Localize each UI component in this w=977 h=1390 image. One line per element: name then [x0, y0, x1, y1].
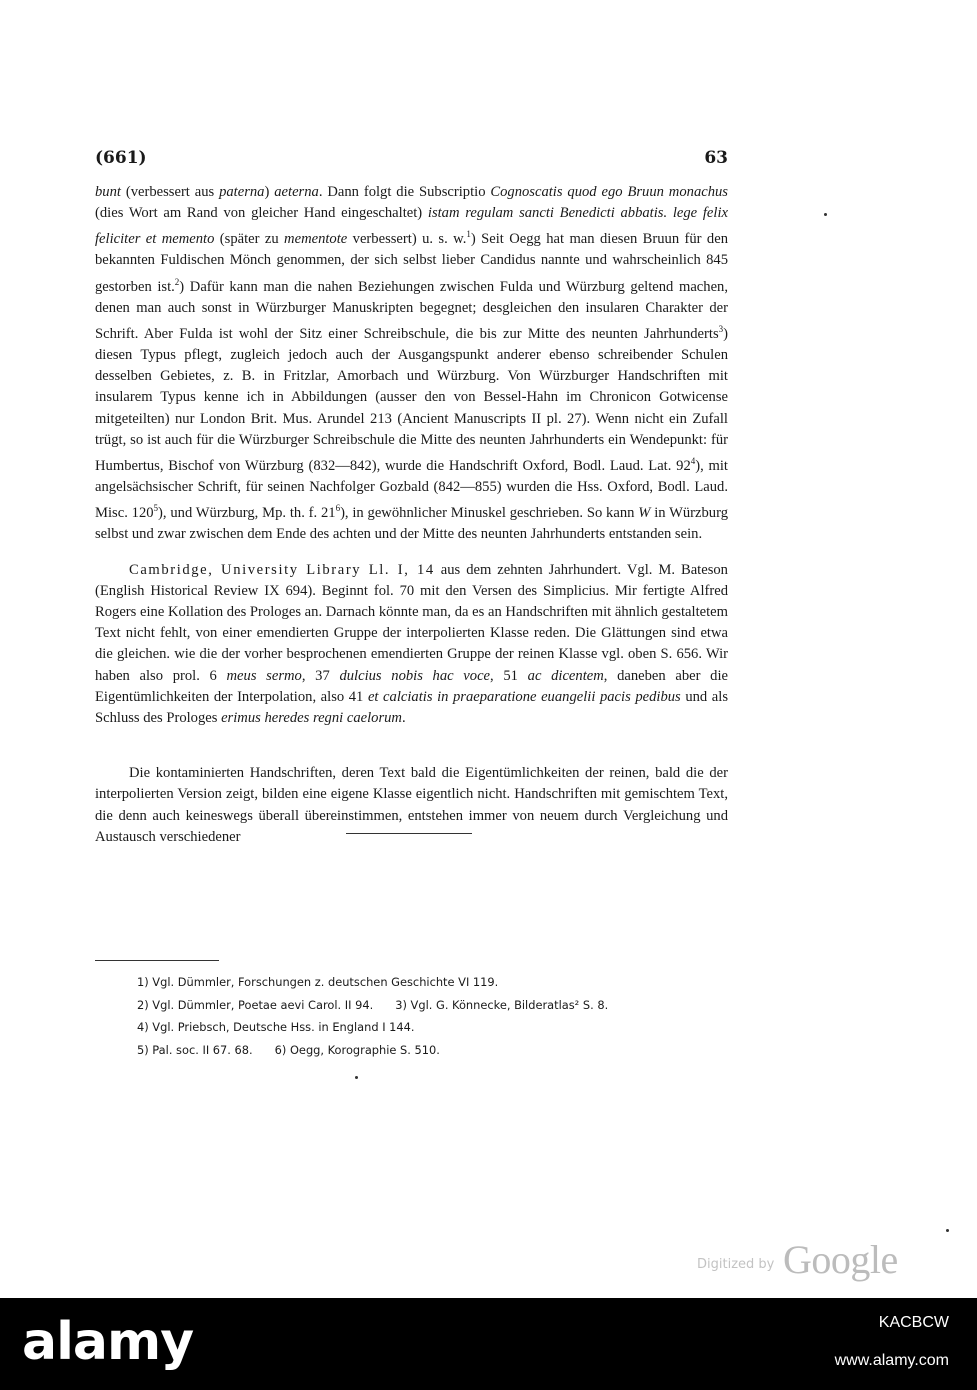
text-run: ), in gewöhnlicher Minuskel geschrieben. So kann [340, 505, 639, 522]
footnote-line [137, 971, 737, 994]
section-divider [346, 833, 472, 834]
text-run: . Dann folgt die Subscriptio [318, 184, 491, 200]
italic-run: dulcius nobis hac voce [339, 667, 491, 684]
footnotes [137, 971, 737, 1061]
text-run: ) Dafür kann man die nahen Beziehungen zwischen Fulda und Würzburg geltend machen, denen man auch sonst in Würzburger Manuskripten begegnet; desgleichen den insularen Charakter der Schrift. Aber Fulda ist wohl der Sitz einer Schreibschule, die bis zur Mitte des neunten Jahrhunderts [95, 278, 728, 342]
stock-info [834, 1314, 949, 1372]
text-run: (verbessert aus [120, 184, 220, 200]
text-run: und als Schluss des Prologes [95, 688, 729, 726]
footnote-1: 1) Vgl. Dümmler, Forschungen z. deutschen Geschichte VI 119. [137, 975, 499, 989]
footnote-line [137, 1016, 737, 1039]
italic-run: bunt [95, 184, 121, 200]
text-run: Cambridge, University Library Ll. I, 14 [129, 561, 435, 578]
scan-speck [946, 1229, 949, 1232]
italic-run: W [638, 505, 651, 522]
footnote-2: 2) Vgl. Dümmler, Poetae aevi Carol. II 94. [137, 997, 374, 1012]
text-run: Die kontaminierten Handschriften, deren Text bald die Eigentümlichkeiten der reinen, bald die der interpolierten Version zeigt, bilden eine eigene Klasse eigentlich nicht. Handschriften mit gemischtem Text, die denn auch keineswegs überall übereinstimmen, entstehen immer von neuem durch Vergleichung und Austausch verschiedener [95, 765, 728, 845]
footnote-ref: 1 [466, 229, 471, 240]
stock-url: www.alamy.com [834, 1352, 949, 1369]
footnote-ref: 6 [335, 503, 341, 514]
running-header [95, 148, 728, 172]
image-id: KACBCW [878, 1314, 949, 1331]
text-run: aus dem zehnten Jahrhundert. Vgl. M. Bateson (English Historical Review IX 694). Beginnt fol. 70 mit den Versen des Simplicius. Mir fertigte Alfred Rogers eine Kollation des Prologes an. Darnach könnte man, da es an Handschriften mit ähnlich gestaltetem Text nicht fehlt, von einer emendierten Gruppe der interpolierten Klasse reden. Die Glättungen sind etwa die gleichen. wie die der vorher besprochenen emendierten Gruppe der reinen Klasse vgl. oben S. 656. Wir haben also prol. 6 [95, 561, 728, 684]
italic-run: Cognoscatis quod ego Bruun monachus [490, 184, 728, 200]
italic-run: paterna [219, 184, 265, 200]
italic-run: erimus heredes regni caelorum [221, 709, 402, 726]
italic-run: et calciatis in praeparatione euangelii pacis pedibus [367, 688, 681, 705]
page-number: 63 [704, 148, 728, 168]
footnote-ref: 2 [174, 276, 180, 287]
footnote-ref: 3 [718, 323, 724, 334]
paragraph-1 [95, 182, 728, 546]
italic-run: ac dicentem [527, 667, 604, 684]
stock-photo-bar [0, 1298, 977, 1390]
page-reference: (661) [95, 148, 147, 168]
text-run: ), mit angelsächsischer Schrift, für seinen Nachfolger Gozbald (842—855) wurden die Hss. Oxford, Bodl. Laud. Misc. 120 [95, 457, 728, 522]
text-run: (dies Wort am Rand von gleicher Hand eingeschaltet) [95, 205, 428, 222]
paragraph-3 [95, 763, 728, 848]
text-run: in Würzburg selbst und zwar zwischen dem Ende des achten und der Mitte des neunten Jahrhunderts entstanden sein. [95, 505, 728, 543]
footnote-3: 3) Vgl. G. Könnecke, Bilderatlas² S. 8. [395, 997, 609, 1012]
text-run: ), und Würzburg, Mp. th. f. 21 [158, 505, 336, 522]
text-run: ) Seit Oegg hat man diesen Bruun für den bekannten Fuldischen Mönch genommen, der sich selbst lieber Candidus nannte und wahrscheinlich 845 gestorben ist. [95, 231, 728, 295]
scan-speck [824, 213, 827, 216]
text-run: , daneben aber die Eigentümlichkeiten der Interpolation, also 41 [95, 667, 728, 705]
italic-run: aeterna [274, 184, 319, 200]
text-run: . [401, 709, 406, 726]
text-run: ) [264, 184, 275, 200]
italic-run: istam regulam sancti Benedicti abbatis. lege felix feliciter et memento [95, 205, 728, 248]
paragraph-2 [95, 560, 728, 730]
footnote-4: 4) Vgl. Priebsch, Deutsche Hss. in England I 144. [137, 1020, 415, 1034]
alamy-logo: alamy [22, 1312, 194, 1372]
watermark-prefix: Digitized by [697, 1257, 775, 1272]
text-run: verbessert) u. s. w. [347, 231, 467, 248]
text-run: ) diesen Typus pflegt, zugleich jedoch auch der Ausgangspunkt anderer ebenso schreibender Schulen desselben Gebietes, z. B. in Fritzlar, Amorbach und Würzburg. Von Würzburger Handschriften mit insularem Typus kenne ich in Abbildungen (ausser den von Bessel-Hahn im Chronicon Gotwicense mitgeteilten) nur London Brit. Mus. Arundel 213 (Ancient Manuscripts II pl. 27). Wenn nicht ein Zufall trügt, so ist auch für die Würzburger Schreibschule die Mitte des neunten Jahrhunderts ein Wendepunkt: für Humbertus, Bischof von Würzburg (832—842), wurde die Handschrift Oxford, Bodl. Laud. Lat. 92 [95, 325, 728, 474]
footnote-6: 6) Oegg, Korographie S. 510. [274, 1042, 440, 1057]
scan-speck [355, 1076, 358, 1079]
body-text [95, 182, 728, 848]
footnote-ref: 4 [690, 456, 696, 467]
footnote-ref: 5 [153, 503, 159, 514]
google-logo: Google [783, 1237, 898, 1282]
footnote-5: 5) Pal. soc. II 67. 68. [137, 1042, 253, 1057]
footnote-line [137, 994, 737, 1017]
italic-run: mementote [284, 231, 348, 248]
text-run: , 37 [301, 667, 340, 684]
footnote-rule [95, 960, 219, 961]
italic-run: meus sermo [226, 667, 302, 684]
text-run: , 51 [490, 667, 528, 684]
text-run: (später zu [214, 231, 285, 248]
footnote-line [137, 1039, 737, 1062]
